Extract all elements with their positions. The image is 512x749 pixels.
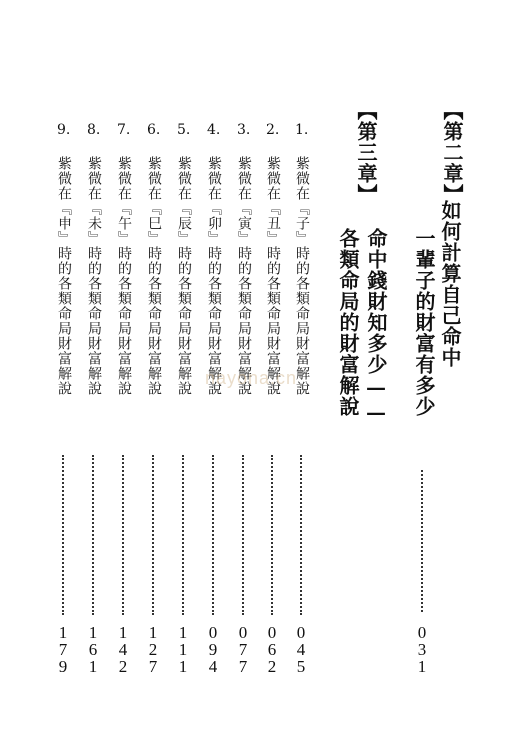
leader-dots [122,455,124,615]
chapter-2-page-number: 0 3 1 [417,623,427,676]
leader-dots [271,455,273,615]
leader-dots [300,455,302,615]
entry-text: 紫微在『子』時的各類命局財富解說 [294,156,310,396]
watermark: nayona.cn [205,368,298,388]
entry-number: 7. [117,122,131,138]
leader-dots [152,455,154,615]
entry-text: 紫微在『卯』時的各類命局財富解說 [206,156,222,396]
entry-page-number: 0 6 2 [267,623,277,676]
chapter-3-label: 【第三章】 [354,100,378,205]
entry-number: 1. [295,122,309,138]
entry-text: 紫微在『未』時的各類命局財富解說 [86,156,102,396]
entry-text: 紫微在『寅』時的各類命局財富解說 [236,156,252,396]
entry-text: 紫微在『午』時的各類命局財富解說 [116,156,132,396]
entry-page-number: 1 2 7 [148,623,158,676]
entry-page-number: 0 9 4 [208,623,218,676]
entry-number: 9. [57,122,71,138]
chapter-2-title-line-2: 一輩子的財富有多少 [412,228,436,417]
leader-dots [62,455,64,615]
entry-text: 紫微在『巳』時的各類命局財富解說 [146,156,162,396]
leader-dots [182,455,184,615]
entry-number: 5. [177,122,191,138]
entry-page-number: 1 4 2 [118,623,128,676]
entry-number: 6. [147,122,161,138]
leader-dots [242,455,244,615]
entry-number: 2. [266,122,280,138]
entry-number: 3. [237,122,251,138]
entry-number: 8. [87,122,101,138]
entry-page-number: 0 4 5 [296,623,306,676]
entry-text: 紫微在『申』時的各類命局財富解說 [56,156,72,396]
chapter-2-title-line-1: 如何計算自己命中 [438,200,462,368]
entry-text: 紫微在『丑』時的各類命局財富解說 [265,156,281,396]
chapter-2-label: 【第二章】 [440,100,464,205]
leader-dots [92,455,94,615]
entry-number: 4. [207,122,221,138]
leader-dots [212,455,214,615]
entry-page-number: 0 7 7 [238,623,248,676]
chapter-3-title-line-1: 命中錢財知多少—— [364,228,388,425]
entry-text: 紫微在『辰』時的各類命局財富解說 [176,156,192,396]
entry-page-number: 1 1 1 [178,623,188,676]
chapter-3-title-line-2: 各類命局的財富解說 [336,228,360,417]
entry-page-number: 1 7 9 [58,623,68,676]
chapter-2-leader-dots [421,470,423,612]
entry-page-number: 1 6 1 [88,623,98,676]
